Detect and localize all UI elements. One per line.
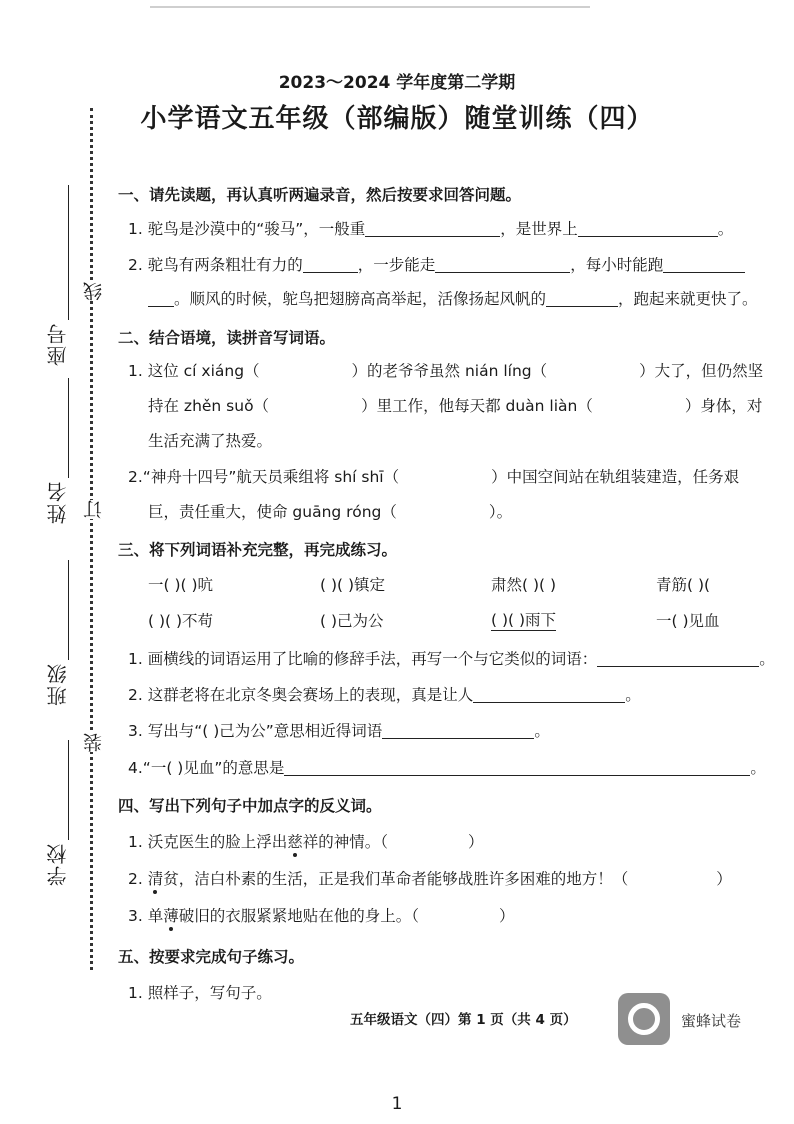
idiom-5[interactable]: ( )( )不苟 bbox=[148, 612, 214, 630]
q2-item-1 bbox=[128, 360, 763, 382]
q3-item-2 bbox=[128, 684, 641, 706]
q2-item-2-text-d: ）。 bbox=[488, 503, 513, 521]
q1-item-2-text-b: ，一步能走 bbox=[357, 256, 436, 274]
q2-item-1-text-a: 1. 这位 cí xiáng（ bbox=[128, 362, 260, 380]
q4-item-1-dotted-char: 慈 bbox=[287, 833, 303, 851]
section-4-heading: 四、写出下列句子中加点字的反义词。 bbox=[118, 797, 382, 815]
bee-logo-icon bbox=[618, 993, 670, 1045]
q2-item-1-text-c: ）大了，但仍然坚 bbox=[639, 362, 764, 380]
idiom-2[interactable]: ( )( )镇定 bbox=[320, 576, 386, 594]
q1-item-1-text-b: ，是世界上 bbox=[500, 220, 578, 238]
q4-item-1 bbox=[128, 831, 484, 853]
seat-underline bbox=[68, 185, 69, 320]
q1-item-2-blank-3b[interactable] bbox=[148, 290, 174, 307]
q3-item-1-text: 1. 画横线的词语运用了比喻的修辞手法，再写一个与它类似的词语： bbox=[128, 650, 598, 668]
q4-item-3 bbox=[128, 905, 515, 927]
class-label: 班级 bbox=[46, 662, 70, 706]
q1-item-2-text-a: 2. 驼鸟有两条粗壮有力的 bbox=[128, 256, 303, 274]
q3-item-2-text: 2. 这群老将在北京冬奥会赛场上的表现，真是让人 bbox=[128, 686, 474, 704]
q1-item-1-blank-1[interactable] bbox=[365, 220, 500, 237]
q4-item-2-text-d: ） bbox=[716, 870, 732, 888]
section-2-heading: 二、结合语境，读拼音写词语。 bbox=[118, 329, 336, 347]
year-line: 2023～2024 学年度第二学期 bbox=[278, 73, 516, 93]
q3-item-3-text: 3. 写出与“( )己为公”意思相近得词语 bbox=[128, 722, 383, 740]
q1-item-2-text-d: 。顺风的时候，鸵鸟把翅膀高高举起，活像扬起风帆的 bbox=[174, 290, 547, 308]
q1-item-2-cont bbox=[148, 288, 758, 310]
q3-item-1-end: 。 bbox=[759, 650, 775, 668]
q1-item-2 bbox=[128, 254, 745, 276]
q2-item-1-text-b: ）的老爷爷虽然 nián líng（ bbox=[351, 362, 548, 380]
idiom-8[interactable]: 一( )见血 bbox=[656, 612, 720, 630]
bind-ding-char: 订 bbox=[80, 500, 107, 519]
q4-item-2-text-a: 2. bbox=[128, 870, 148, 888]
q3-item-1-blank[interactable] bbox=[597, 650, 759, 667]
q3-item-4-text: 4.“一( )见血”的意思是 bbox=[128, 759, 285, 777]
section-1-heading: 一、请先读题，再认真听两遍录音，然后按要求回答问题。 bbox=[118, 186, 522, 204]
page-footer: 五年级语文（四）第 1 页（共 4 页） bbox=[350, 1012, 577, 1028]
idiom-4[interactable]: 青筋( )( bbox=[656, 576, 711, 594]
q1-item-1-blank-2[interactable] bbox=[578, 220, 718, 237]
q4-item-1-text-d: ） bbox=[468, 833, 484, 851]
q5-item-1: 1. 照样子，写句子。 bbox=[128, 984, 272, 1002]
seat-label: 座号 bbox=[46, 322, 70, 366]
q4-item-3-text-a: 3. 单 bbox=[128, 907, 164, 925]
q1-item-1-text-c: 。 bbox=[717, 220, 734, 238]
q3-item-3 bbox=[128, 720, 550, 742]
school-underline bbox=[68, 740, 69, 840]
q1-item-2-blank-4[interactable] bbox=[546, 290, 618, 307]
q4-item-3-text-c: 破旧的衣服紧紧地贴在他的身上。（ bbox=[178, 907, 419, 925]
idiom-7-underlined[interactable]: ( )( )雨下 bbox=[491, 611, 557, 629]
q2-item-2-line-2 bbox=[148, 501, 512, 523]
q1-item-2-blank-2[interactable] bbox=[435, 256, 570, 273]
binding-dotted-line bbox=[90, 108, 93, 970]
q2-item-2-text-b: ）中国空间站在轨组装建造，任务艰 bbox=[491, 468, 740, 486]
q4-item-1-text-c: 祥的神情。（ bbox=[302, 833, 388, 851]
q3-item-2-blank[interactable] bbox=[473, 686, 625, 703]
q4-item-3-text-d: ） bbox=[499, 907, 515, 925]
name-underline bbox=[68, 378, 69, 478]
q4-item-2-dotted-char: 清 bbox=[147, 870, 164, 888]
class-underline bbox=[68, 560, 69, 660]
idiom-3[interactable]: 肃然( )( ) bbox=[491, 576, 557, 594]
q3-item-1 bbox=[128, 648, 775, 670]
q1-item-2-blank-1[interactable] bbox=[303, 256, 358, 273]
bind-zhuang-char: 装 bbox=[80, 733, 107, 752]
q2-item-2-text-c: 巨，责任重大，使命 guāng róng（ bbox=[148, 503, 397, 521]
section-3-heading: 三、将下列词语补充完整，再完成练习。 bbox=[118, 541, 398, 559]
q1-item-2-text-e: ，跑起来就更快了。 bbox=[618, 290, 758, 308]
q1-item-1 bbox=[128, 218, 733, 240]
q1-item-2-text-c: ，每小时能跑 bbox=[570, 256, 664, 274]
q3-item-4 bbox=[128, 757, 766, 779]
q1-item-1-text-a: 1. 驼鸟是沙漠中的“骏马”，一般重 bbox=[128, 220, 366, 238]
q2-item-2-text-a: 2.“神舟十四号”航天员乘组将 shí shī（ bbox=[128, 468, 400, 486]
q2-item-2 bbox=[128, 466, 739, 488]
q2-item-1-text-d: 持在 zhěn suǒ（ bbox=[148, 397, 270, 415]
name-label: 姓名 bbox=[46, 480, 70, 524]
page-number: 1 bbox=[391, 1094, 403, 1114]
q4-item-3-dotted-char: 薄 bbox=[163, 907, 179, 925]
logo-ring-icon bbox=[628, 1003, 660, 1035]
q3-item-3-end: 。 bbox=[534, 722, 550, 740]
q2-item-1-line-3: 生活充满了热爱。 bbox=[148, 432, 273, 450]
idiom-6[interactable]: ( )己为公 bbox=[320, 612, 384, 630]
q4-item-2 bbox=[128, 868, 732, 890]
page-title: 小学语文五年级（部编版）随堂训练（四） bbox=[140, 104, 654, 134]
q1-item-2-blank-3[interactable] bbox=[663, 256, 745, 273]
q3-item-4-end: 。 bbox=[750, 759, 766, 777]
q4-item-1-text-a: 1. 沃克医生的脸上浮出 bbox=[128, 833, 288, 851]
top-rule bbox=[150, 6, 590, 8]
q3-item-2-end: 。 bbox=[625, 686, 641, 704]
school-label: 学校 bbox=[46, 842, 70, 886]
q2-item-1-line-2 bbox=[148, 395, 762, 417]
q2-item-1-text-e: ）里工作，他每天都 duàn liàn（ bbox=[361, 397, 593, 415]
watermark-text: 蜜蜂试卷 bbox=[681, 1012, 742, 1030]
q3-item-4-blank[interactable] bbox=[284, 759, 750, 776]
q2-item-1-text-f: ）身体，对 bbox=[684, 397, 763, 415]
q3-item-3-blank[interactable] bbox=[382, 722, 534, 739]
section-5-heading: 五、按要求完成句子练习。 bbox=[118, 948, 305, 966]
q4-item-2-text-c: 贫，洁白朴素的生活，正是我们革命者能够战胜许多困难的地方！（ bbox=[163, 870, 629, 888]
bind-line-char: 线 bbox=[80, 282, 107, 301]
idiom-1[interactable]: 一( )( )吭 bbox=[148, 576, 214, 594]
